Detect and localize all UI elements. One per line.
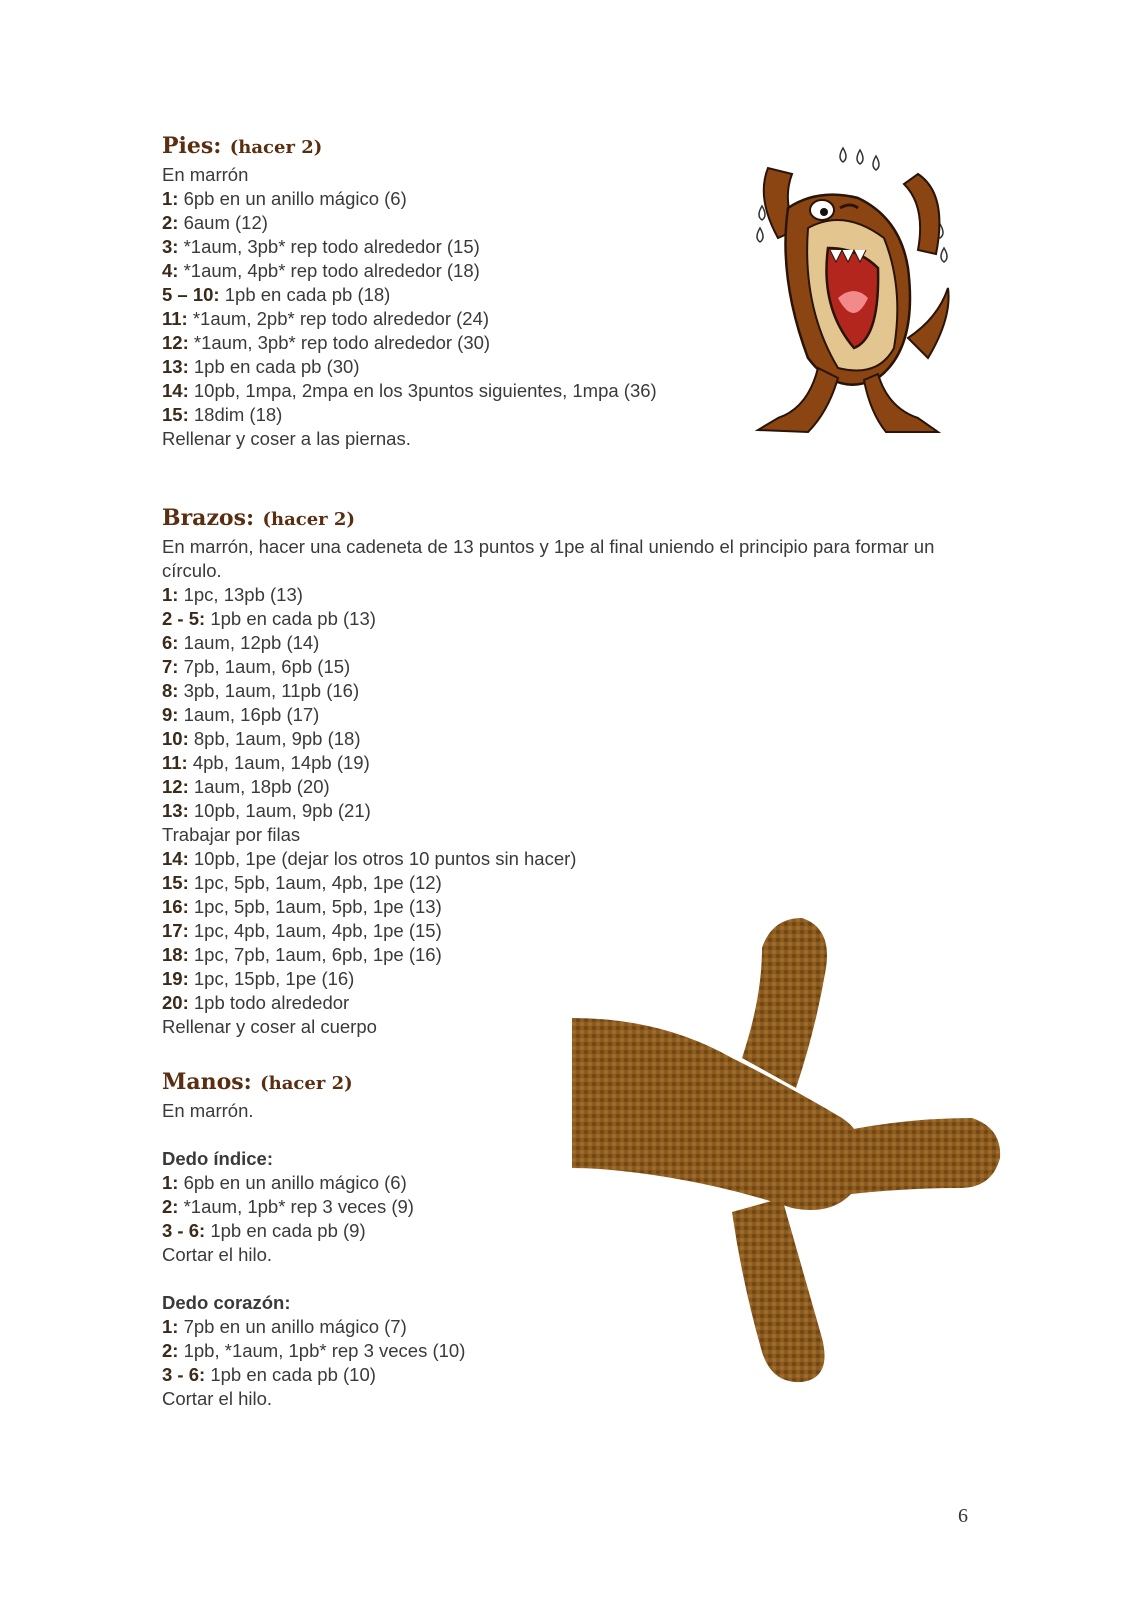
- row-text: *1aum, 1pb* rep 3 veces (9): [178, 1196, 414, 1217]
- instruction-line: [162, 871, 962, 895]
- instruction-line: [162, 307, 657, 331]
- row-text: 6pb en un anillo mágico (6): [178, 188, 407, 209]
- pies-heading: [162, 130, 657, 163]
- dedo-corazon-heading: Dedo corazón:: [162, 1292, 291, 1313]
- row-text: 3pb, 1aum, 11pb (16): [178, 680, 360, 701]
- row-text: 1pb todo alrededor: [188, 992, 350, 1013]
- row-label: 12:: [162, 332, 189, 353]
- row-label: 14:: [162, 848, 189, 869]
- row-text: 8pb, 1aum, 9pb (18): [188, 728, 361, 749]
- spacer: [162, 1123, 465, 1147]
- row-label: 3 - 6:: [162, 1220, 206, 1241]
- row-text: 1pb en cada pb (30): [188, 356, 360, 377]
- row-text: 1pc, 5pb, 1aum, 5pb, 1pe (13): [188, 896, 442, 917]
- instruction-line: [162, 679, 962, 703]
- row-label: 18:: [162, 944, 189, 965]
- row-label: 13:: [162, 800, 189, 821]
- instruction-line: [162, 847, 962, 871]
- brazos-intro: En marrón, hacer una cadeneta de 13 puntos y 1pe al final uniendo el principio para formar un círculo.: [162, 536, 935, 581]
- instruction-line: [162, 1315, 465, 1339]
- instruction-line: [162, 583, 962, 607]
- instruction-line: [162, 355, 657, 379]
- row-text: 1pc, 4pb, 1aum, 4pb, 1pe (15): [188, 920, 442, 941]
- row-label: 1:: [162, 188, 179, 209]
- row-text: 1pc, 7pb, 1aum, 6pb, 1pe (16): [188, 944, 442, 965]
- row-label: 13:: [162, 356, 189, 377]
- instruction-line: [162, 259, 657, 283]
- instruction-line: [162, 1387, 465, 1411]
- instruction-line: [162, 823, 962, 847]
- row-label: 1:: [162, 1172, 179, 1193]
- row-text: 1pb en cada pb (18): [219, 284, 391, 305]
- pies-instructions: [162, 163, 657, 451]
- dedo-indice-heading: Dedo índice:: [162, 1148, 274, 1169]
- row-label: 3 - 6:: [162, 1364, 206, 1385]
- row-label: 9:: [162, 704, 179, 725]
- row-label: 19:: [162, 968, 189, 989]
- instruction-line: [162, 631, 962, 655]
- manos-heading: [162, 1066, 465, 1099]
- row-text: 6aum (12): [178, 212, 268, 233]
- row-text: Cortar el hilo.: [162, 1388, 273, 1409]
- row-label: 1:: [162, 584, 179, 605]
- instruction-line: [162, 1195, 465, 1219]
- row-text: En marrón: [162, 164, 249, 185]
- manos-intro: En marrón.: [162, 1100, 254, 1121]
- instruction-line: [162, 403, 657, 427]
- page-number: 6: [958, 1505, 968, 1527]
- instruction-line: [162, 163, 657, 187]
- row-text: 1aum, 18pb (20): [188, 776, 330, 797]
- row-text: 4pb, 1aum, 14pb (19): [187, 752, 370, 773]
- instruction-line: [162, 235, 657, 259]
- row-text: 7pb en un anillo mágico (7): [178, 1316, 407, 1337]
- instruction-line: [162, 799, 962, 823]
- row-text: *1aum, 2pb* rep todo alrededor (24): [187, 308, 490, 329]
- row-text: Trabajar por filas: [162, 824, 301, 845]
- row-label: 5 – 10:: [162, 284, 220, 305]
- row-label: 15:: [162, 872, 189, 893]
- row-text: 18dim (18): [188, 404, 283, 425]
- row-text: 1pb en cada pb (13): [205, 608, 376, 629]
- row-label: 20:: [162, 992, 189, 1013]
- row-text: 1pc, 5pb, 1aum, 4pb, 1pe (12): [188, 872, 442, 893]
- row-label: 11:: [162, 752, 188, 773]
- row-label: 4:: [162, 260, 179, 281]
- row-text: *1aum, 4pb* rep todo alrededor (18): [178, 260, 480, 281]
- instruction-line: [162, 427, 657, 451]
- row-text: Rellenar y coser a las piernas.: [162, 428, 411, 449]
- instruction-line: [162, 775, 962, 799]
- brazos-note: (hacer 2): [262, 509, 355, 530]
- instruction-line: [162, 1339, 465, 1363]
- brazos-heading: [162, 502, 962, 535]
- instruction-line: [162, 331, 657, 355]
- brazos-title: Brazos:: [162, 505, 255, 531]
- instruction-line: [162, 283, 657, 307]
- row-label: 11:: [162, 308, 188, 329]
- instruction-line: [162, 1171, 465, 1195]
- instruction-line: [162, 1243, 465, 1267]
- row-label: 2 - 5:: [162, 608, 206, 629]
- row-label: 2:: [162, 212, 179, 233]
- row-label: 10:: [162, 728, 189, 749]
- row-text: 7pb, 1aum, 6pb (15): [178, 656, 351, 677]
- row-text: 10pb, 1pe (dejar los otros 10 puntos sin hacer): [188, 848, 577, 869]
- row-text: 6pb en un anillo mágico (6): [178, 1172, 407, 1193]
- row-label: 14:: [162, 380, 189, 401]
- instruction-line: [162, 211, 657, 235]
- row-text: 1aum, 12pb (14): [178, 632, 320, 653]
- pies-note: (hacer 2): [229, 137, 323, 158]
- row-text: 1pb en cada pb (9): [205, 1220, 366, 1241]
- manos-section: [162, 1066, 465, 1411]
- instruction-line: [162, 751, 962, 775]
- row-label: 2:: [162, 1340, 179, 1361]
- crochet-hand-photo: [572, 918, 1022, 1422]
- row-label: 1:: [162, 1316, 179, 1337]
- row-label: 6:: [162, 632, 179, 653]
- instruction-line: [162, 1219, 465, 1243]
- spacer: [162, 1267, 465, 1291]
- instruction-line: [162, 379, 657, 403]
- row-text: *1aum, 3pb* rep todo alrededor (15): [178, 236, 480, 257]
- row-label: 8:: [162, 680, 179, 701]
- row-text: Rellenar y coser al cuerpo: [162, 1016, 377, 1037]
- instruction-line: [162, 655, 962, 679]
- instruction-line: [162, 895, 962, 919]
- pies-section: [162, 130, 657, 451]
- instruction-line: [162, 703, 962, 727]
- taz-cartoon-illustration: [748, 138, 980, 448]
- row-text: 1pc, 13pb (13): [178, 584, 303, 605]
- row-label: 3:: [162, 236, 179, 257]
- row-text: *1aum, 3pb* rep todo alrededor (30): [188, 332, 491, 353]
- row-text: Cortar el hilo.: [162, 1244, 273, 1265]
- row-label: 2:: [162, 1196, 179, 1217]
- row-label: 16:: [162, 896, 189, 917]
- row-text: 1pc, 15pb, 1pe (16): [188, 968, 355, 989]
- row-text: 1aum, 16pb (17): [178, 704, 320, 725]
- row-label: 7:: [162, 656, 179, 677]
- instruction-line: [162, 1363, 465, 1387]
- row-text: 1pb en cada pb (10): [205, 1364, 376, 1385]
- row-label: 15:: [162, 404, 189, 425]
- row-label: 17:: [162, 920, 189, 941]
- row-text: 10pb, 1mpa, 2mpa en los 3puntos siguientes, 1mpa (36): [188, 380, 657, 401]
- manos-instructions: [162, 1099, 465, 1411]
- instruction-line: [162, 607, 962, 631]
- row-label: 12:: [162, 776, 189, 797]
- manos-title: Manos:: [162, 1069, 252, 1095]
- manos-note: (hacer 2): [260, 1073, 353, 1094]
- instruction-line: [162, 727, 962, 751]
- instruction-line: [162, 187, 657, 211]
- pies-title: Pies:: [162, 133, 222, 159]
- row-text: 1pb, *1aum, 1pb* rep 3 veces (10): [178, 1340, 466, 1361]
- row-text: 10pb, 1aum, 9pb (21): [188, 800, 371, 821]
